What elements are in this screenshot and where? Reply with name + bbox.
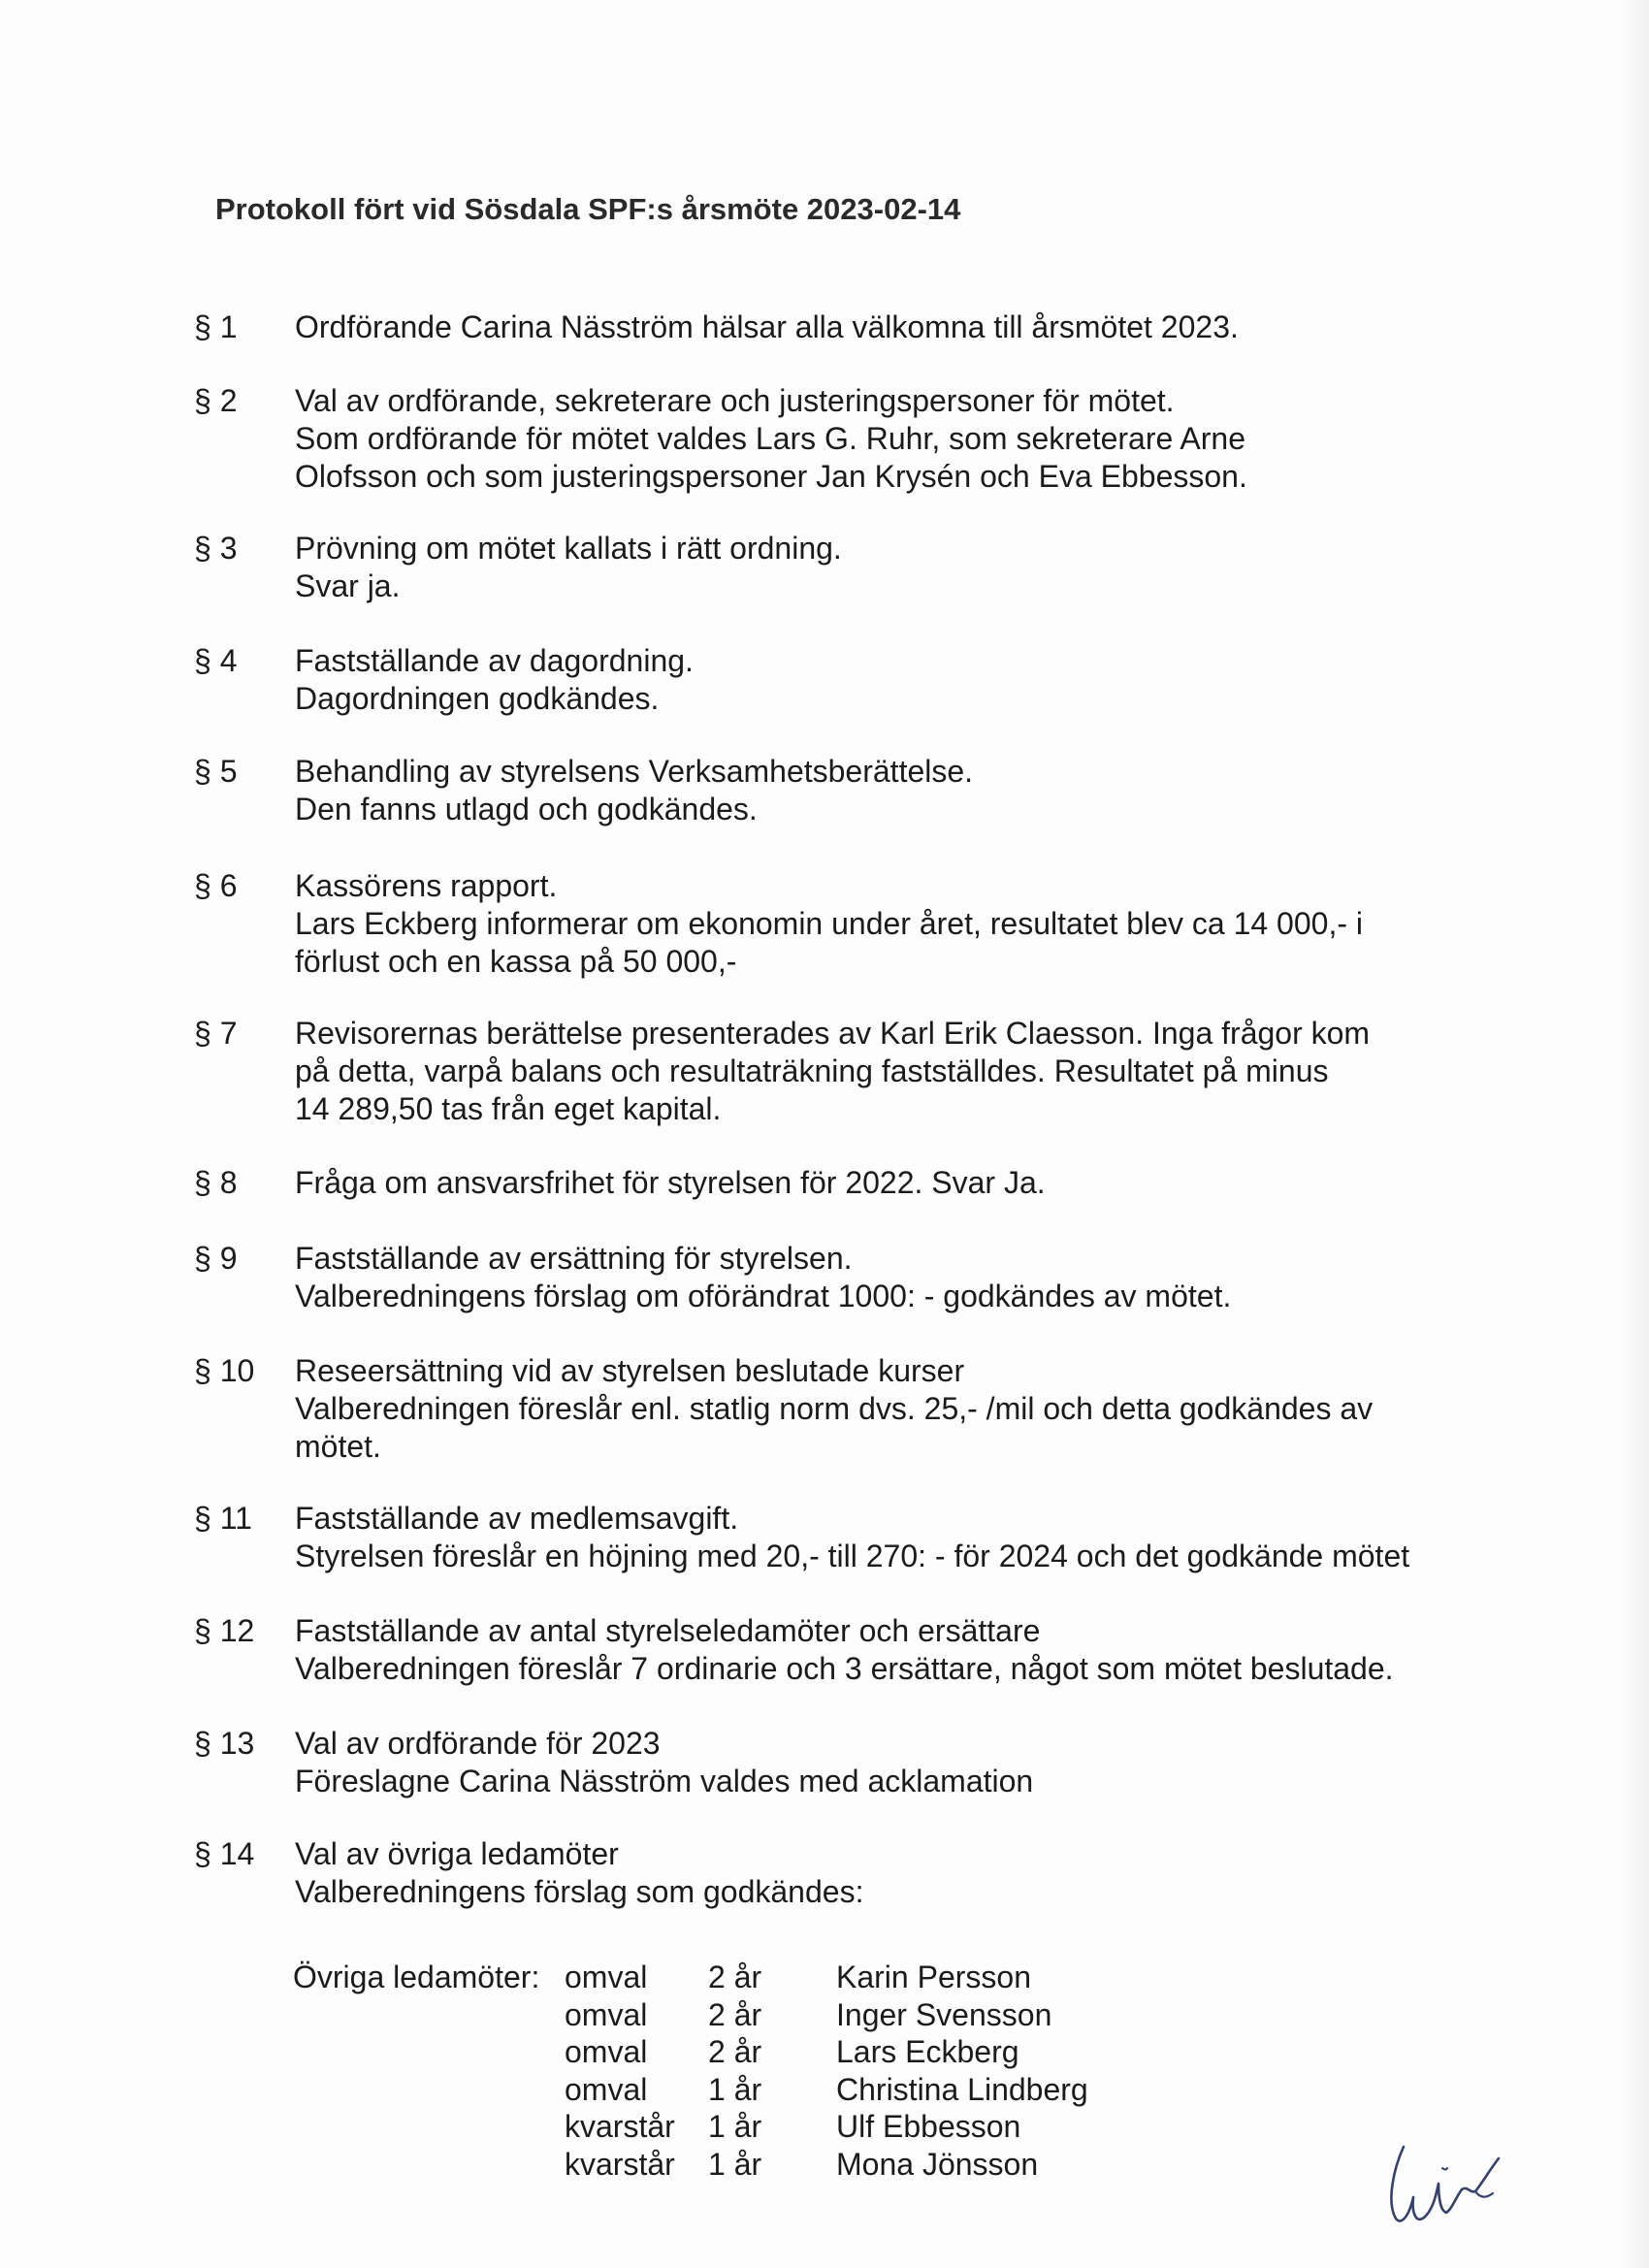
member-term: 2 år xyxy=(708,2034,762,2069)
section-line: Prövning om mötet kallats i rätt ordning. xyxy=(295,531,842,566)
section-number: § 10 xyxy=(194,1353,255,1388)
section-number: § 14 xyxy=(194,1836,255,1871)
section-line: Fastställande av antal styrelseledamöter och ersättare xyxy=(295,1613,1041,1648)
section-line: Revisorernas berättelse presenterades av Karl Erik Claesson. Inga frågor kom xyxy=(295,1016,1371,1051)
section-text xyxy=(295,1835,1649,1911)
member-term: 1 år xyxy=(708,2109,762,2144)
section-line: Valberedningen föreslår 7 ordinarie och 3 ersättare, något som mötet beslutade. xyxy=(295,1651,1394,1686)
member-election-type: omval xyxy=(565,1960,648,1994)
section-line: Val av ordförande för 2023 xyxy=(295,1726,661,1761)
section-line: Val av övriga ledamöter xyxy=(295,1836,619,1871)
section-line: Dagordningen godkändes. xyxy=(295,681,660,716)
member-election-type: kvarstår xyxy=(565,2109,675,2144)
section-text xyxy=(295,1500,1649,1575)
section-line: mötet. xyxy=(295,1429,381,1464)
section-number: § 4 xyxy=(194,643,238,678)
section-text xyxy=(295,382,1649,496)
section-line: Valberedningens förslag om oförändrat 1000: - godkändes av mötet. xyxy=(295,1279,1232,1313)
section-line: Fastställande av dagordning. xyxy=(295,643,694,678)
section-text xyxy=(295,1612,1649,1688)
section-number: § 6 xyxy=(194,868,238,903)
section-line: Valberedningen föreslår enl. statlig norm dvs. 25,- /mil och detta godkändes av xyxy=(295,1391,1374,1426)
member-term: 2 år xyxy=(708,1960,762,1994)
section-line: Behandling av styrelsens Verksamhetsberättelse. xyxy=(295,754,974,789)
member-election-type: kvarstår xyxy=(565,2146,675,2182)
section-line: Olofsson och som justeringspersoner Jan Krysén och Eva Ebbesson. xyxy=(295,459,1247,494)
section-text xyxy=(295,1725,1649,1800)
member-term: 2 år xyxy=(708,1996,762,2032)
section-text xyxy=(295,1352,1649,1466)
section-line: Styrelsen föreslår en höjning med 20,- till 270: - för 2024 och det godkände mötet xyxy=(295,1539,1410,1573)
section-number: § 9 xyxy=(194,1241,238,1276)
section-line: Val av ordförande, sekreterare och justeringspersoner för mötet. xyxy=(295,383,1175,418)
section-line: Valberedningens förslag som godkändes: xyxy=(295,1874,864,1909)
section-text xyxy=(295,642,1649,718)
section-number: § 11 xyxy=(194,1501,252,1536)
section-line: Ordförande Carina Näsström hälsar alla välkomna till årsmötet 2023. xyxy=(295,309,1239,344)
section-line: Den fanns utlagd och godkändes. xyxy=(295,792,758,826)
section-number: § 7 xyxy=(194,1016,238,1051)
section-line: förlust och en kassa på 50 000,- xyxy=(295,944,737,979)
section-number: § 1 xyxy=(194,309,238,344)
member-name: Ulf Ebbesson xyxy=(836,2109,1021,2144)
section-text xyxy=(295,530,1649,605)
signature-icon xyxy=(1382,2129,1528,2236)
member-name: Inger Svensson xyxy=(836,1996,1052,2032)
member-name: Karin Persson xyxy=(836,1960,1031,1994)
section-line: Som ordförande för mötet valdes Lars G. Ruhr, som sekreterare Arne xyxy=(295,421,1245,456)
member-term: 1 år xyxy=(708,2071,762,2107)
page-title: Protokoll fört vid Sösdala SPF:s årsmöte 2023-02-14 xyxy=(215,192,961,226)
section-text xyxy=(295,1164,1649,1202)
section-line: Fastställande av ersättning för styrelsen. xyxy=(295,1241,853,1276)
section-number: § 8 xyxy=(194,1165,238,1200)
section-number: § 2 xyxy=(194,383,238,418)
member-name: Mona Jönsson xyxy=(836,2146,1039,2182)
member-name: Lars Eckberg xyxy=(836,2034,1019,2069)
section-line: Svar ja. xyxy=(295,568,401,603)
section-number: § 5 xyxy=(194,754,238,789)
section-text xyxy=(295,867,1649,981)
member-election-type: omval xyxy=(565,2034,648,2069)
section-text xyxy=(295,308,1649,346)
section-line: Reseersättning vid av styrelsen beslutade kurser xyxy=(295,1353,965,1388)
section-line: Fråga om ansvarsfrihet för styrelsen för 2022. Svar Ja. xyxy=(295,1165,1046,1200)
section-line: Fastställande av medlemsavgift. xyxy=(295,1501,739,1536)
section-line: Lars Eckberg informerar om ekonomin under året, resultatet blev ca 14 000,- i xyxy=(295,906,1363,941)
member-term: 1 år xyxy=(708,2146,762,2182)
section-text xyxy=(295,1240,1649,1315)
member-election-type: omval xyxy=(565,1996,648,2032)
section-text xyxy=(295,1015,1649,1128)
section-line: 14 289,50 tas från eget kapital. xyxy=(295,1091,722,1126)
section-line: Föreslagne Carina Näsström valdes med acklamation xyxy=(295,1764,1034,1798)
section-line: Kassörens rapport. xyxy=(295,868,558,903)
member-election-type: omval xyxy=(565,2071,648,2107)
section-text xyxy=(295,753,1649,828)
section-line: på detta, varpå balans och resultaträkning fastställdes. Resultatet på minus xyxy=(295,1053,1329,1088)
section-number: § 12 xyxy=(194,1613,255,1648)
members-label: Övriga ledamöter: xyxy=(293,1960,540,1994)
member-name: Christina Lindberg xyxy=(836,2071,1088,2107)
section-number: § 3 xyxy=(194,531,238,566)
section-number: § 13 xyxy=(194,1726,255,1761)
